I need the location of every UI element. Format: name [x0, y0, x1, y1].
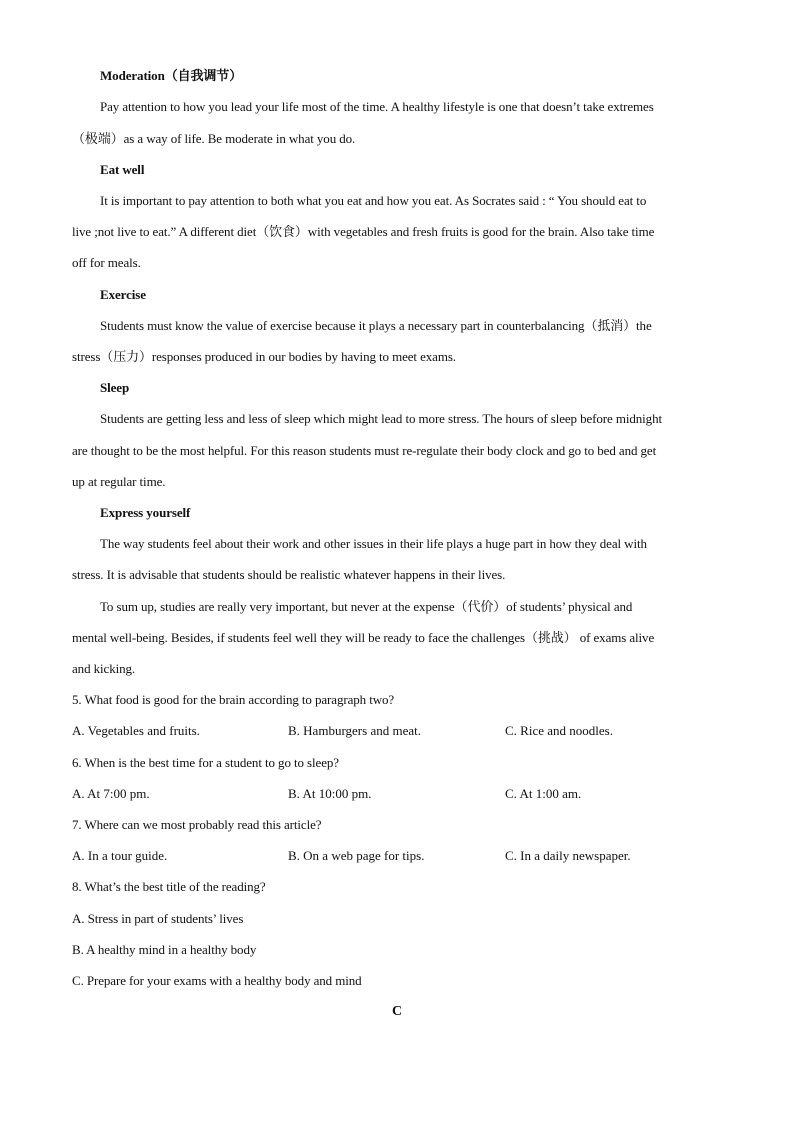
question-5-option-c: C. Rice and noodles. — [505, 723, 613, 738]
section-letter: C — [391, 1004, 403, 1019]
section-heading-express-yourself: Express yourself — [100, 505, 191, 520]
question-7-option-b: B. On a web page for tips. — [288, 848, 425, 863]
question-6-option-c: C. At 1:00 am. — [505, 786, 582, 801]
question-6-option-b: B. At 10:00 pm. — [288, 786, 372, 801]
question-5-option-a: A. Vegetables and fruits. — [72, 723, 200, 738]
question-stem-6: 6. When is the best time for a student to go to sleep? — [72, 755, 339, 770]
conclusion-line: mental well-being. Besides, if students feel well they will be ready to face the challenges（挑战） of exams alive — [72, 630, 655, 645]
paragraph-line: are thought to be the most helpful. For this reason students must re-regulate their body clock and go to bed and get — [72, 443, 657, 458]
question-8-option-c: C. Prepare for your exams with a healthy body and mind — [72, 973, 362, 988]
question-8-option-a: A. Stress in part of students’ lives — [72, 911, 244, 926]
section-heading-sleep: Sleep — [100, 380, 130, 395]
paragraph-line: stress（压力）responses produced in our bodies by having to meet exams. — [72, 349, 456, 364]
question-7-option-a: A. In a tour guide. — [72, 848, 168, 863]
conclusion-line: and kicking. — [72, 661, 136, 676]
paragraph-line: stress. It is advisable that students should be realistic whatever happens in their lives. — [72, 567, 506, 582]
paragraph-line: The way students feel about their work and other issues in their life plays a huge part in how they deal with — [100, 536, 647, 551]
question-8-option-b: B. A healthy mind in a healthy body — [72, 942, 257, 957]
paragraph-line: live ;not live to eat.” A different diet（饮食）with vegetables and fresh fruits is good for the brain. Also take time — [72, 224, 655, 239]
paragraph-line: （极端）as a way of life. Be moderate in what you do. — [72, 131, 356, 146]
question-stem-8: 8. What’s the best title of the reading? — [72, 879, 266, 894]
paragraph-line: off for meals. — [72, 255, 141, 270]
paragraph-line: It is important to pay attention to both what you eat and how you eat. As Socrates said : “ You should eat to — [100, 193, 647, 208]
section-heading-moderation: Moderation（自我调节） — [100, 68, 243, 83]
paragraph-line: up at regular time. — [72, 474, 166, 489]
question-6-option-a: A. At 7:00 pm. — [72, 786, 150, 801]
question-7-option-c: C. In a daily newspaper. — [505, 848, 631, 863]
paragraph-line: Pay attention to how you lead your life most of the time. A healthy lifestyle is one that doesn’t take extremes — [100, 99, 654, 114]
question-stem-5: 5. What food is good for the brain according to paragraph two? — [72, 692, 395, 707]
section-heading-exercise: Exercise — [100, 287, 146, 302]
question-5-option-b: B. Hamburgers and meat. — [288, 723, 421, 738]
paragraph-line: Students must know the value of exercise because it plays a necessary part in counterbalancing（抵消）the — [100, 318, 652, 333]
question-stem-7: 7. Where can we most probably read this article? — [72, 817, 322, 832]
section-heading-eat-well: Eat well — [100, 162, 145, 177]
paragraph-line: Students are getting less and less of sleep which might lead to more stress. The hours of sleep before midnight — [100, 411, 662, 426]
conclusion-line: To sum up, studies are really very important, but never at the expense（代价）of students’ physical and — [100, 599, 633, 614]
